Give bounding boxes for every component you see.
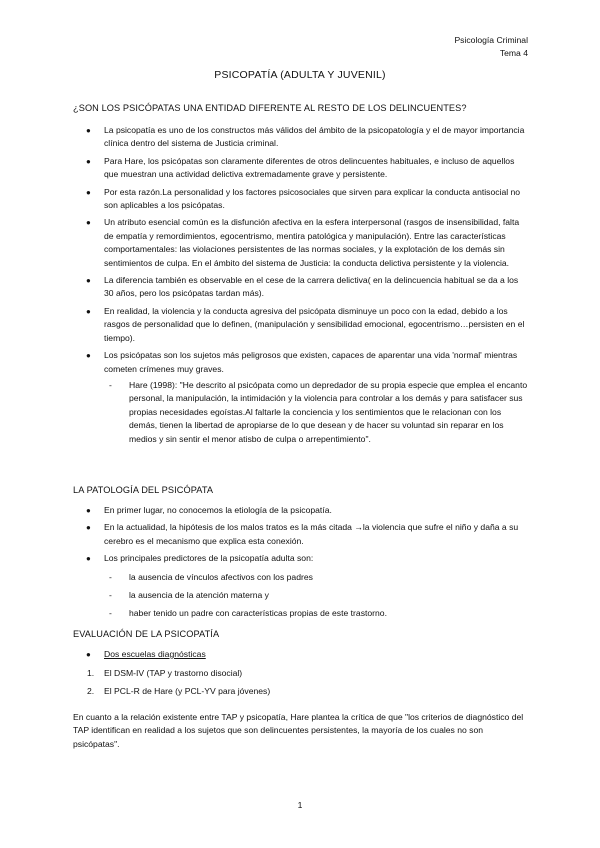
bullet-icon: ● bbox=[86, 554, 91, 564]
list-item: ● Un atributo esencial común es la disfunción afectiva en la esfera interpersonal (rasgos de insensibilidad, falta de empatía y remordimientos, egocentrismo, mentira patológica y manipulación). Entre las características comportamentales: las violaciones persistentes de las normas sociales, y la explotación de los demás sin sentimientos de culpa. En el ámbito del sistema de Justicia: la conducta delictiva persistente y la violencia. bbox=[86, 217, 520, 268]
bullet-icon: ● bbox=[86, 187, 91, 197]
list-item: ● En la actualidad, la hipótesis de los malos tratos es la más citada →la violencia que sufre el niño y daña a su cerebro es el mecanismo que explica esta conexión. bbox=[86, 522, 519, 546]
document-title: PSICOPATÍA (ADULTA Y JUVENIL) bbox=[214, 69, 386, 81]
section-heading-entidad: ¿SON LOS PSICÓPATAS UNA ENTIDAD DIFERENTE AL RESTO DE LOS DELINCUENTES? bbox=[73, 103, 467, 113]
dash-icon: - bbox=[109, 571, 112, 582]
section-heading-evaluacion: EVALUACIÓN DE LA PSICOPATÍA bbox=[73, 629, 220, 639]
list-item: 1. El DSM-IV (TAP y trastorno disocial) bbox=[87, 668, 243, 678]
bullet-icon: ● bbox=[86, 218, 91, 228]
list-item: ● En realidad, la violencia y la conducta agresiva del psicópata disminuye un poco con la edad, debido a los rasgos de personalidad que lo definen, (manipulación y sensibilidad emocional, egocentrismo…persisten en el tiempo). bbox=[86, 305, 525, 343]
topic-number: Tema 4 bbox=[499, 47, 528, 58]
underlined-subheading: Dos escuelas diagnósticas bbox=[104, 649, 206, 659]
quote-sublist bbox=[104, 379, 528, 446]
list-item: 2. El PCL-R de Hare (y PCL-YV para jóvenes) bbox=[87, 686, 271, 697]
bullet-icon: ● bbox=[86, 276, 91, 286]
section3-bullet-list bbox=[73, 648, 528, 665]
running-header bbox=[454, 34, 528, 59]
bullet-icon: ● bbox=[86, 351, 91, 361]
diagnostic-schools-list bbox=[73, 667, 528, 703]
list-item bbox=[73, 648, 528, 661]
list-item: ● En primer lugar, no conocemos la etiología de la psicopatía. bbox=[73, 504, 528, 517]
closing-paragraph: En cuanto a la relación existente entre TAP y psicopatía, Hare plantea la crítica de que "los criterios de diagnóstico del TAP identifican en realidad a los sujetos que son delincuentes persistentes, la mayoría de los cuales no son psicópatas". bbox=[73, 712, 524, 749]
course-name: Psicología Criminal bbox=[454, 35, 528, 45]
bullet-icon: ● bbox=[86, 306, 91, 316]
list-item: ● Por esta razón.La personalidad y los factores psicosociales que sirven para explicar la conducta antisocial no son aplicables a los psicópatas. bbox=[86, 186, 521, 211]
bullet-icon: ● bbox=[86, 126, 91, 135]
dash-icon: - bbox=[109, 608, 112, 619]
bullet-icon: ● bbox=[86, 156, 91, 166]
list-item: ● Los principales predictores de la psicopatía adulta son: - la ausencia de vínculos afectivos con los padres - la ausencia de la atención materna y - haber tenido un padre con características propias de este trastorno. bbox=[73, 552, 528, 621]
dash-icon: - bbox=[109, 379, 112, 390]
list-item: ● Para Hare, los psicópatas son claramente diferentes de otros delincuentes habituales, e incluso de aquellos que muestran una actividad delictiva extremadamente grave y persistente. bbox=[86, 155, 515, 180]
page-number: 1 bbox=[297, 800, 303, 810]
bullet-icon: ● bbox=[86, 523, 91, 533]
section2-bullet-list bbox=[73, 504, 528, 625]
dash-icon: - bbox=[109, 590, 112, 601]
predictors-sublist bbox=[104, 571, 528, 621]
list-item: ● La diferencia también es observable en el cese de la carrera delictiva( en la delincuencia habitual se da a los 30 años, pero los psicópatas tardan más). bbox=[86, 275, 519, 299]
list-item: ● La psicopatía es uno de los constructos más válidos del ámbito de la psicopatología y el de mayor importancia clínica dentro del sistema de Justicia criminal. bbox=[86, 125, 525, 149]
list-item: - la ausencia de la atención materna y bbox=[104, 589, 528, 602]
hare-quote: - Hare (1998): "He descrito al psicópata como un depredador de su propia especie que emplea el encanto personal, la manipulación, la intimidación y la violencia para controlar a los demás y para satisfacer sus propias necesidades egoístas.Al faltarle la conciencia y los sentimientos que le relacionan con los demás, tienen la libertad de apropiarse de lo que desean y de hacer su voluntad sin reparar en los medios y sin sentir el menor atisbo de culpa o arrepentimiento". bbox=[109, 379, 528, 444]
bullet-icon: ● bbox=[86, 506, 91, 515]
list-item: ● Los psicópatas son los sujetos más peligrosos que existen, capaces de aparentar una vida 'normal' mientras cometen crímenes muy graves. - Hare (1998): "He descrito al psicópata como un depredador de su propia especie que emplea el encanto personal, la manipulación, la intimidación y la violencia para controlar a los demás y para satisfacer sus propias necesidades egoístas.Al faltarle la conciencia y los sentimientos que le relacionan con los demás, tienen la libertad de apropiarse de lo que desean y de hacer su voluntad sin reparar en los medios y sin sentir el menor atisbo de culpa o arrepentimiento". bbox=[73, 349, 528, 446]
list-item: - haber tenido un padre con características propias de este trastorno. bbox=[104, 607, 528, 620]
bullet-icon: ● bbox=[86, 650, 91, 659]
list-item: - la ausencia de vínculos afectivos con los padres bbox=[104, 571, 528, 584]
section-heading-patologia: LA PATOLOGÍA DEL PSICÓPATA bbox=[73, 485, 214, 495]
section1-bullet-list bbox=[73, 124, 528, 450]
